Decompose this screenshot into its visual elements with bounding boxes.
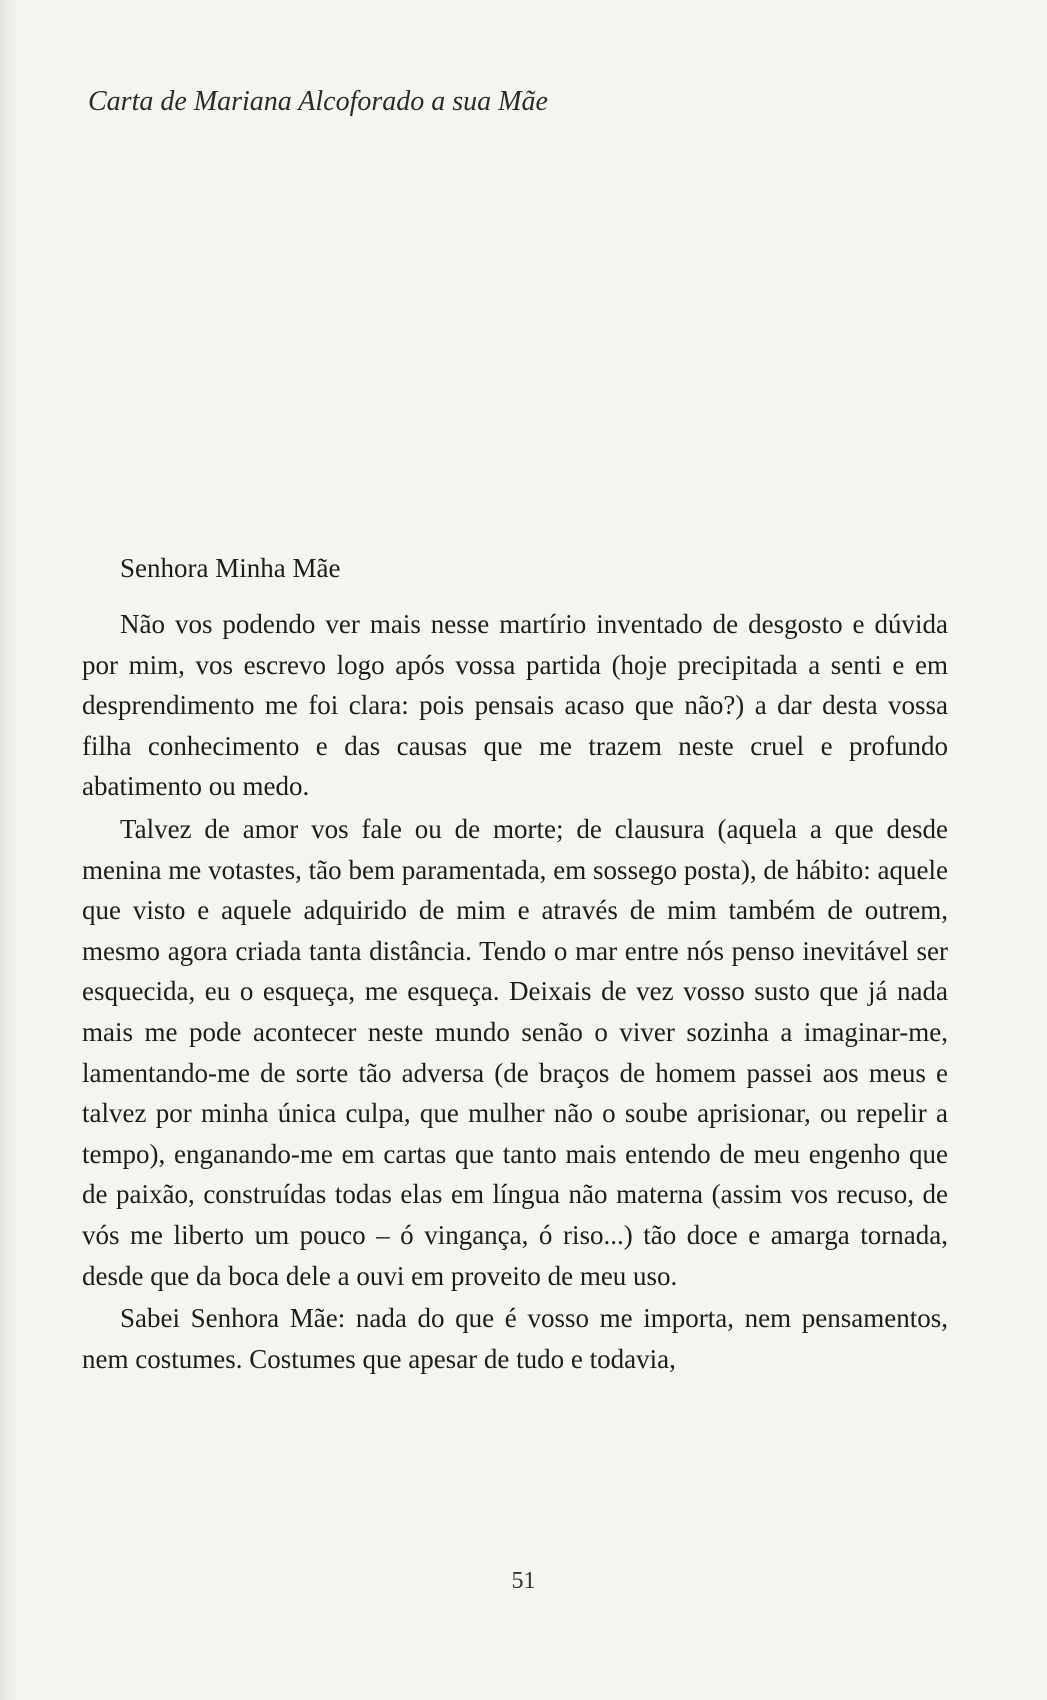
page-number: 51 bbox=[511, 1568, 536, 1594]
salutation: Senhora Minha Mãe bbox=[120, 553, 341, 583]
paragraph-2: Talvez de amor vos fale ou de morte; de clausura (aquela a que desde menina me votastes, tão bem paramentada, em sossego posta), de hábito: aquele que visto e aquele adquirido de mim e através de mim também de outrem, mesmo agora criada tanta distância. Tendo o mar entre nós penso inevitável ser esquecida, eu o esqueça, me esqueça. Deixais de vez vosso susto que já nada mais me pode acontecer neste mundo senão o viver sozinha a imaginar-me, lamentando-me de sorte tão adversa (de braços de homem passei aos meus e talvez por minha única culpa, que mulher não o soube aprisionar, ou repelir a tempo), enganando-me em cartas que tanto mais entendo de meu engenho que de paixão, construídas todas elas em língua não materna (assim vos recuso, de vós me liberto um pouco – ó vingança, ó riso...) tão doce e amarga tornada, desde que da boca dele a ouvi em proveito de meu uso. bbox=[82, 813, 948, 1291]
running-head: Carta de Mariana Alcoforado a sua Mãe bbox=[88, 86, 548, 117]
paragraph-3: Sabei Senhora Mãe: nada do que é vosso me importa, nem pensamentos, nem costumes. Costumes que apesar de tudo e todavia, bbox=[82, 1303, 948, 1374]
letter-body bbox=[82, 548, 948, 1379]
paragraph-1: Não vos podendo ver mais nesse martírio inventado de desgosto e dúvida por mim, vos escrevo logo após vossa partida (hoje precipitada a senti e em desprendimento me foi clara: pois pensais acaso que não?) a dar desta vossa filha conhecimento e das causas que me trazem neste cruel e profundo abatimento ou medo. bbox=[82, 609, 948, 802]
